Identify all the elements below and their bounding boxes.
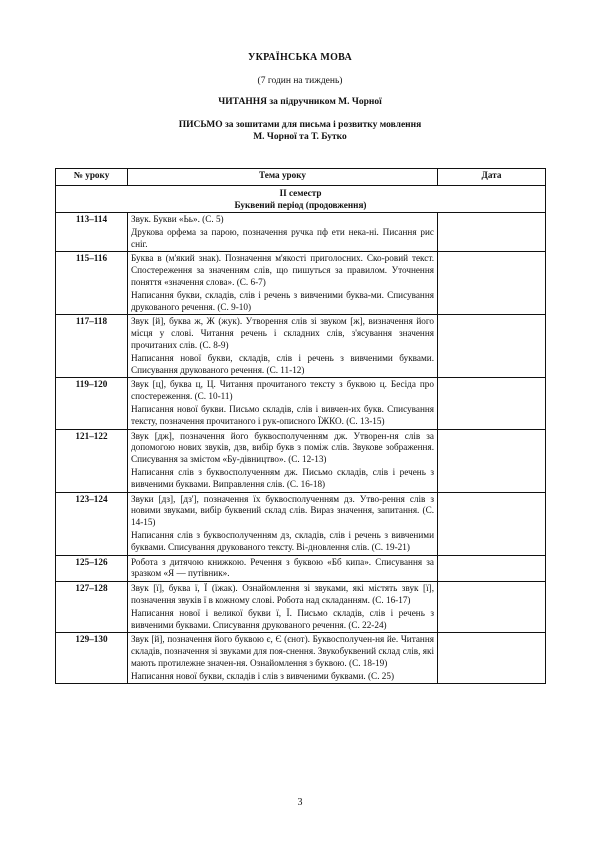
topic-paragraph: Написання нової букви, складів і слів з вивченими буквами. (С. 25) xyxy=(131,670,395,681)
lesson-number: 129–130 xyxy=(56,633,128,684)
topic-paragraph: Написання нової букви. Письмо складів, слів і вивчен-их букв. Списування тексту, позначення прочитаного і рук-описного ЇЖКО. (С. 13-15) xyxy=(131,403,434,426)
subject-title: УКРАЇНСЬКА МОВА xyxy=(247,52,353,63)
lesson-date-cell[interactable] xyxy=(438,582,546,633)
lesson-number: 119–120 xyxy=(56,378,128,429)
table-row xyxy=(56,633,546,684)
lesson-topic xyxy=(128,378,438,429)
page-number: 3 xyxy=(297,797,303,808)
topic-paragraph: Звук [й], позначення його буквою є, Є (єнот). Буквосполучен-ня йе. Читання складів, позначення зі звуками для поя-снення. Звукобуквений склад слів, які мають протилежне значен-ня. Ознайомлення з буквою. (С. 18-19) xyxy=(131,634,434,668)
lesson-number: 115–116 xyxy=(56,252,128,315)
column-header-topic: Тема уроку xyxy=(128,169,438,186)
table-row xyxy=(56,378,546,429)
semester-label: II семестр xyxy=(279,188,322,198)
lesson-topic xyxy=(128,633,438,684)
topic-paragraph: Робота з дитячою книжкою. Речення з буквою «Бб кипа». Списування за зразком «Я — путівник». xyxy=(131,556,434,579)
lesson-topic xyxy=(128,252,438,315)
reading-title: ЧИТАННЯ за підручником М. Чорної xyxy=(218,97,382,107)
topic-paragraph: Написання букви, складів, слів і речень з вивченими буква-ми. Списування друкованого речення. (С. 9-10) xyxy=(131,289,434,312)
lesson-date-cell[interactable] xyxy=(438,252,546,315)
lesson-number: 123–124 xyxy=(56,492,128,555)
lesson-date-cell[interactable] xyxy=(438,429,546,492)
lesson-date-cell[interactable] xyxy=(438,378,546,429)
lesson-date-cell[interactable] xyxy=(438,555,546,582)
lesson-number: 127–128 xyxy=(56,582,128,633)
lesson-topic xyxy=(128,492,438,555)
hours-note: (7 годин на тиждень) xyxy=(257,76,343,86)
writing-title xyxy=(0,119,600,143)
topic-paragraph: Звук [й], буква ж, Ж (жук). Утворення слів зі звуком [ж], визначення його місця у слові. Читання речень і складних слів, з'ясування значення прочитаних слів. (С. 8-9) xyxy=(131,316,434,350)
topic-paragraph: Звуки [дз], [дз'], позначення їх буквосполученням дз. Утво-рення слів з новими звуками, вибір буквений склад слів. Вираз значення, запитання. (С. 14-15) xyxy=(131,493,434,528)
table-row xyxy=(56,582,546,633)
lesson-number: 125–126 xyxy=(56,555,128,582)
lesson-number: 113–114 xyxy=(56,213,128,252)
table-row xyxy=(56,315,546,378)
lesson-date-cell[interactable] xyxy=(438,213,546,252)
topic-paragraph: Написання слів з буквосполученням дж. Письмо складів, слів і речень з вивченими буквами. Виправлення слів. (С. 16-18) xyxy=(131,466,434,489)
topic-paragraph: Буква в (м'який знак). Позначення м'якості приголосних. Ско-ровий текст. Спостереження за значенням слів, що пишуться за правилом. Уточнення поняття «значення слова». (С. 6-7) xyxy=(131,253,434,287)
column-header-lesson-number: № уроку xyxy=(56,169,128,186)
table-row xyxy=(56,555,546,582)
table-row xyxy=(56,213,546,252)
lesson-number: 121–122 xyxy=(56,429,128,492)
table-row xyxy=(56,429,546,492)
topic-paragraph: Звук [дж], позначення його буквосполученням дж. Утворен-ня слів за допомогою нових звуків, дзв, вибір букв з поміж слів. Звукове зображення. Списування за змістом «Бу-дівництво». (С. 12-13) xyxy=(131,430,434,465)
period-label: Буквений період (продовження) xyxy=(234,200,367,210)
lesson-topic xyxy=(128,555,438,582)
lesson-topic xyxy=(128,582,438,633)
lesson-topic xyxy=(128,429,438,492)
topic-paragraph: Друкова орфема за парою, позначення ручка пф ети нека-ні. Писання рис сніг. xyxy=(131,226,434,249)
lesson-date-cell[interactable] xyxy=(438,633,546,684)
lesson-date-cell[interactable] xyxy=(438,315,546,378)
section-row xyxy=(56,186,546,213)
topic-paragraph: Написання нової букви, складів, слів і речень з вивченими буквами. Списування друкованого речення. (С. 11-12) xyxy=(131,352,434,375)
topic-paragraph: Звук [ц], буква ц, Ц. Читання прочитаного тексту з буквою ц. Бесіда про спостереження. (С. 10-11) xyxy=(131,379,434,402)
writing-title-line2: М. Чорної та Т. Бутко xyxy=(253,132,347,142)
column-header-date: Дата xyxy=(438,169,546,186)
table-row xyxy=(56,252,546,315)
table-row xyxy=(56,492,546,555)
topic-paragraph: Написання нової і великої букви ї, Ї. Письмо складів, слів і речень з вивченими буквами. Списування друкованого речення. (С. 22-24) xyxy=(131,607,434,630)
lesson-plan-table xyxy=(55,168,546,684)
writing-title-line1: ПИСЬМО за зошитами для письма і розвитку мовлення xyxy=(178,120,422,130)
table-header-row xyxy=(56,169,546,186)
lesson-number: 117–118 xyxy=(56,315,128,378)
section-heading xyxy=(56,186,546,213)
topic-paragraph: Звук [ї], буква ї, Ї (їжак). Ознайомлення зі звуками, які містять звук [ї], позначення звуків ї в кожному слові. Робота над складанням. (С. 16-17) xyxy=(131,583,434,605)
topic-paragraph: Звук. Букви «Ьь». (С. 5) xyxy=(131,214,224,224)
topic-paragraph: Написання слів з буквосполученням дз, складів, слів і речень з вивченими буквами. Списування друкованого тексту. Ві-дновлення слів. (С. 19-21) xyxy=(131,529,434,552)
lesson-date-cell[interactable] xyxy=(438,492,546,555)
lesson-topic xyxy=(128,315,438,378)
lesson-topic xyxy=(128,213,438,252)
